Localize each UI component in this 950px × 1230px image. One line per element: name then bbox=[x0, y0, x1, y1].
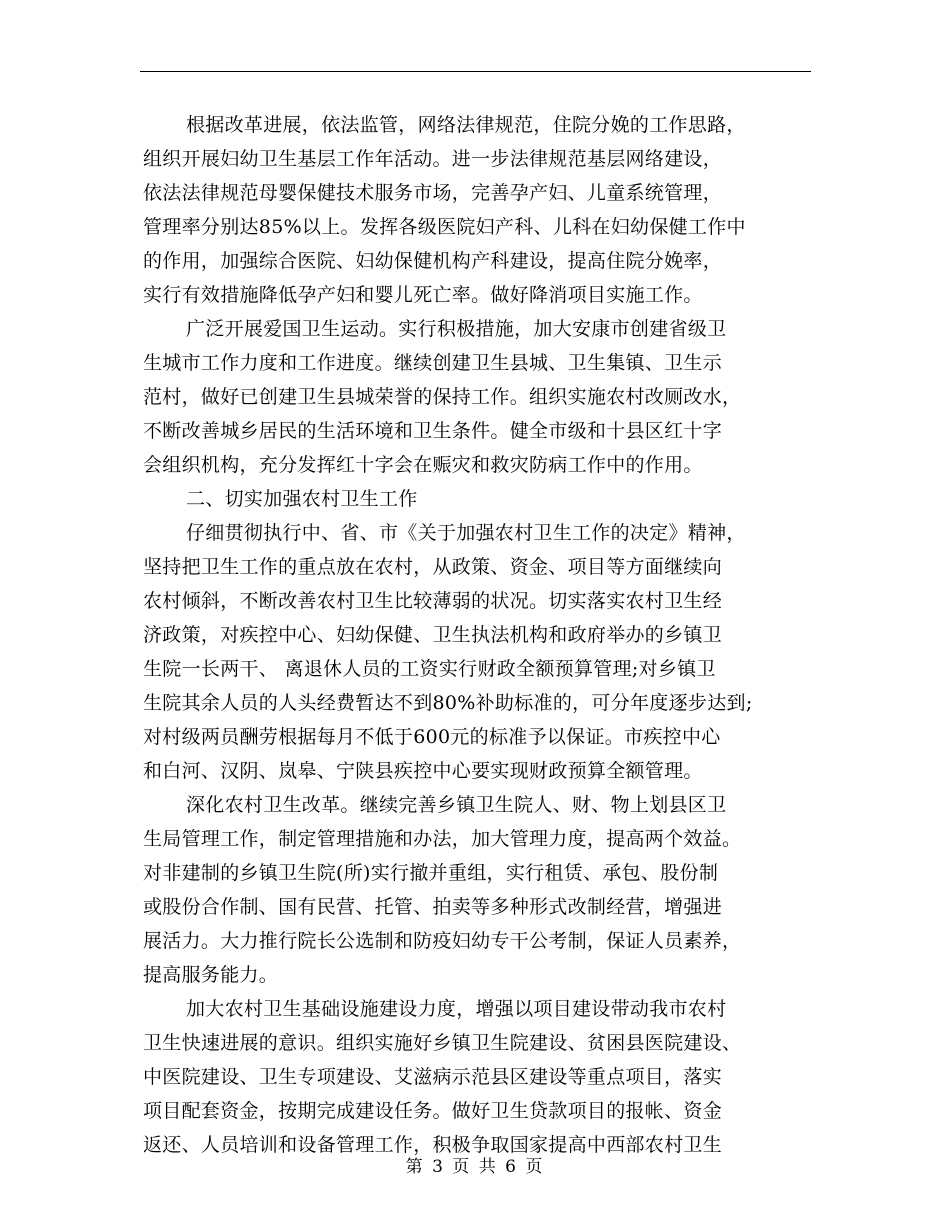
text-line: 生局管理工作，制定管理措施和办法，加大管理力度，提高两个效益。 bbox=[143, 828, 742, 850]
text-line: 生城市工作力度和工作进度。继续创建卫生县城、卫生集镇、卫生示 bbox=[143, 352, 723, 374]
section-heading-text: 二、切实加强农村卫生工作 bbox=[186, 488, 418, 510]
text-line: 管理率分别达85%以上。发挥各级医院妇产科、儿科在妇幼保健工作中 bbox=[143, 216, 746, 238]
paragraph-5 bbox=[143, 992, 823, 1162]
text-line: 会组织机构，充分发挥红十字会在赈灾和救灾防病工作中的作用。 bbox=[143, 454, 703, 476]
text-line: 项目配套资金，按期完成建设任务。做好卫生贷款项目的报帐、资金 bbox=[143, 1100, 723, 1122]
text-line: 坚持把卫生工作的重点放在农村，从政策、资金、项目等方面继续向 bbox=[143, 556, 723, 578]
text-line: 生院一长两干、 离退休人员的工资实行财政全额预算管理;对乡镇卫 bbox=[143, 658, 716, 680]
text-line: 卫生快速进展的意识。组织实施好乡镇卫生院建设、贫困县医院建设、 bbox=[143, 1032, 742, 1054]
text-line: 实行有效措施降低孕产妇和婴儿死亡率。做好降消项目实施工作。 bbox=[143, 284, 703, 306]
text-line: 展活力。大力推行院长公选制和防疫妇幼专干公考制，保证人员素养， bbox=[143, 930, 742, 952]
text-line: 和白河、汉阴、岚皋、宁陕县疾控中心要实现财政预算全额管理。 bbox=[143, 760, 703, 782]
document-body bbox=[143, 108, 823, 1162]
text-line: 范村，做好已创建卫生县城荣誉的保持工作。组织实施农村改厕改水， bbox=[143, 386, 742, 408]
text-line: 仔细贯彻执行中、省、市《关于加强农村卫生工作的决定》精神， bbox=[186, 522, 746, 544]
paragraph-3 bbox=[143, 516, 823, 788]
text-line: 加大农村卫生基础设施建设力度，增强以项目建设带动我市农村 bbox=[186, 998, 727, 1020]
text-line: 返还、人员培训和设备管理工作，积极争取国家提高中西部农村卫生 bbox=[143, 1134, 723, 1156]
header-rule bbox=[140, 71, 811, 72]
text-line: 组织开展妇幼卫生基层工作年活动。进一步法律规范基层网络建设， bbox=[143, 148, 723, 170]
paragraph-2 bbox=[143, 312, 823, 482]
text-line: 的作用，加强综合医院、妇幼保健机构产科建设，提高住院分娩率， bbox=[143, 250, 723, 272]
text-line: 生院其余人员的人头经费暂达不到80%补助标准的，可分年度逐步达到; bbox=[143, 692, 753, 714]
text-line: 依法法律规范母婴保健技术服务市场，完善孕产妇、儿童系统管理， bbox=[143, 182, 723, 204]
text-line: 提高服务能力。 bbox=[143, 964, 279, 986]
paragraph-4 bbox=[143, 788, 823, 992]
section-heading bbox=[143, 482, 823, 516]
text-line: 对非建制的乡镇卫生院(所)实行撤并重组，实行租赁、承包、股份制 bbox=[143, 862, 719, 884]
text-line: 根据改革进展，依法监管，网络法律规范，住院分娩的工作思路， bbox=[186, 114, 746, 136]
text-line: 中医院建设、卫生专项建设、艾滋病示范县区建设等重点项目，落实 bbox=[143, 1066, 723, 1088]
text-line: 对村级两员酬劳根据每月不低于600元的标准予以保证。市疾控中心 bbox=[143, 726, 721, 748]
text-line: 广泛开展爱国卫生运动。实行积极措施，加大安康市创建省级卫 bbox=[186, 318, 727, 340]
paragraph-1 bbox=[143, 108, 823, 312]
text-line: 农村倾斜，不断改善农村卫生比较薄弱的状况。切实落实农村卫生经 bbox=[143, 590, 723, 612]
text-line: 深化农村卫生改革。继续完善乡镇卫生院人、财、物上划县区卫 bbox=[186, 794, 727, 816]
text-line: 济政策，对疾控中心、妇幼保健、卫生执法机构和政府举办的乡镇卫 bbox=[143, 624, 723, 646]
text-line: 不断改善城乡居民的生活环境和卫生条件。健全市级和十县区红十字 bbox=[143, 420, 723, 442]
text-line: 或股份合作制、国有民营、托管、拍卖等多种形式改制经营，增强进 bbox=[143, 896, 723, 918]
page-number: 第 3 页 共 6 页 bbox=[405, 1157, 545, 1177]
